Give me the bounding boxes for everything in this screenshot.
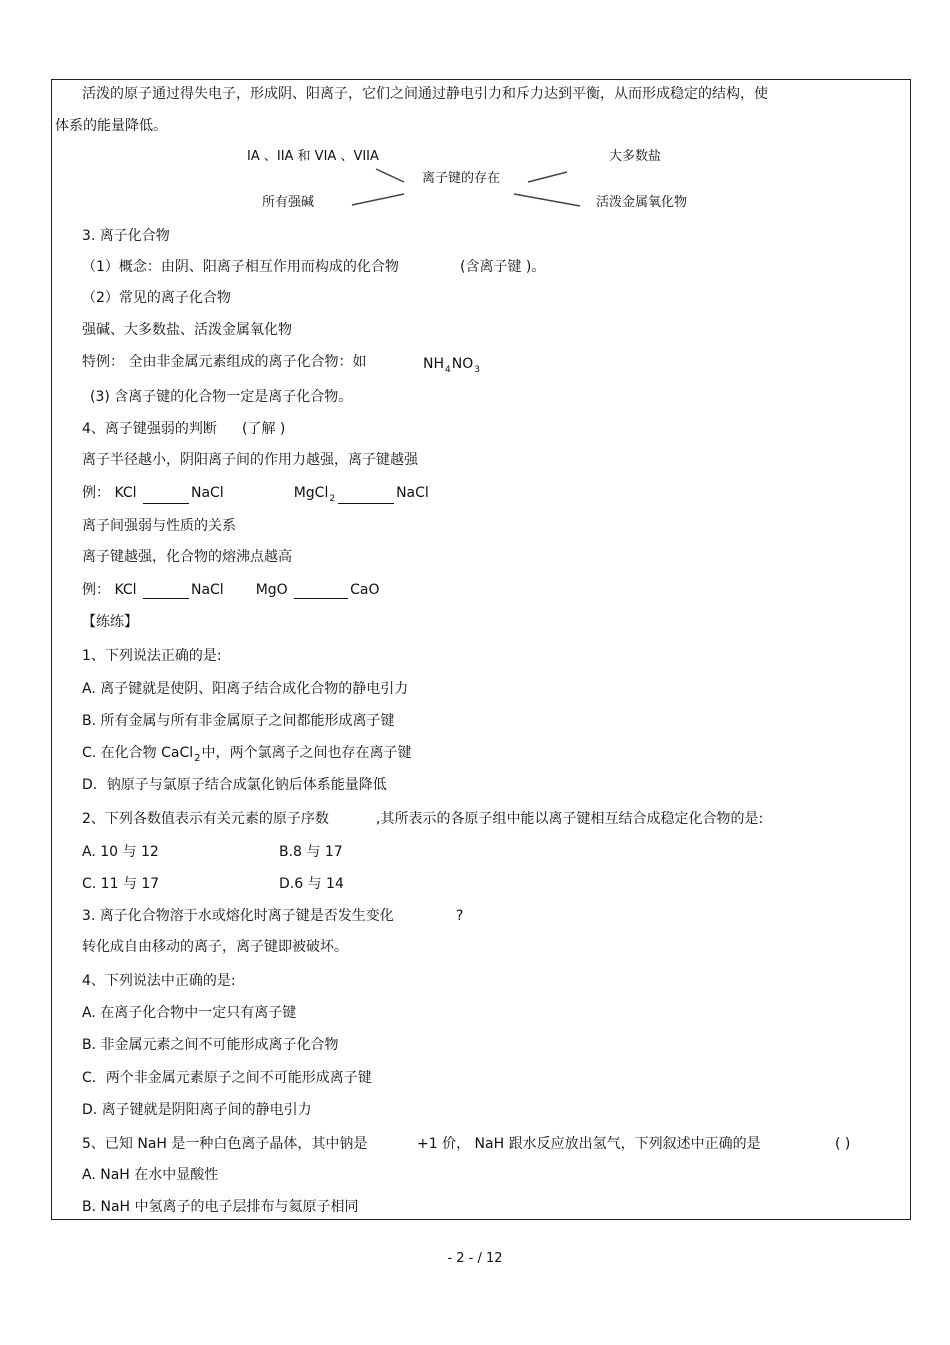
- q4-option-d: D. 离子键就是阴阳离子间的静电引力: [82, 1102, 312, 1118]
- section4-heading-note: (了解 ): [242, 421, 286, 437]
- q2-option-b: B.8 与 17: [279, 844, 343, 860]
- section4-example1: 例： KCl NaCl MgCl$_2$ NaCl: [82, 485, 429, 504]
- answer-blank[interactable]: [294, 584, 348, 599]
- section3-common-heading: （2）常见的离子化合物: [82, 290, 231, 306]
- q1-option-a: A. 离子键就是使阴、阳离子结合成化合物的静电引力: [82, 681, 409, 697]
- special-formula: $NH_4NO_3$: [423, 356, 480, 375]
- q2-option-c: C. 11 与 17: [82, 876, 160, 892]
- q2-stem: 2、下列各数值表示有关元素的原子序数: [82, 811, 329, 827]
- q3-answer: 转化成自由移动的离子，离子键即被破坏。: [82, 939, 348, 955]
- q5-option-b: B. NaH 中氢离子的电子层排布与氦原子相同: [82, 1199, 359, 1215]
- q1-option-c: C. 在化合物 CaCl$_2$中，两个氯离子之间也存在离子键: [82, 745, 412, 764]
- section3-heading: 3. 离子化合物: [82, 228, 170, 244]
- q3-stem: 3. 离子化合物溶于水或熔化时离子键是否发生变化: [82, 908, 394, 924]
- q5-stem-cont: +1 价， NaH 跟水反应放出氢气，下列叙述中正确的是: [417, 1136, 761, 1152]
- section4-example2: 例： KCl NaCl MgO CaO: [82, 582, 380, 598]
- section3-common-list: 强碱、大多数盐、活泼金属氧化物: [82, 322, 292, 338]
- q4-option-c: C．两个非金属元素原子之间不可能形成离子键: [82, 1070, 372, 1086]
- q3-mark: ?: [456, 908, 464, 924]
- q2-stem-cont: ,其所表示的各原子组中能以离子键相互结合成稳定化合物的是:: [376, 811, 764, 827]
- section3-concept: （1）概念：由阴、阳离子相互作用而构成的化合物: [82, 259, 399, 275]
- intro-line-2: 体系的能量降低。: [55, 118, 167, 134]
- section3-point3: (3) 含离子键的化合物一定是离子化合物。: [90, 389, 353, 405]
- section4-rule1: 离子半径越小，阴阳离子间的作用力越强，离子键越强: [82, 452, 418, 468]
- intro-line-1: 活泼的原子通过得失电子，形成阴、阳离子，它们之间通过静电引力和斥力达到平衡，从而形成稳定的结构，使: [82, 86, 768, 102]
- q2-option-d: D.6 与 14: [279, 876, 344, 892]
- diagram-bottom-left: 所有强碱: [262, 195, 315, 210]
- answer-blank[interactable]: [143, 584, 189, 599]
- q1-stem: 1、下列说法正确的是:: [82, 648, 222, 664]
- diagram-top-left: IA 、IIA 和 VIA 、VIIA: [247, 149, 379, 164]
- diagram-bottom-right: 活泼金属氧化物: [596, 195, 688, 210]
- q5-stem: 5、已知 NaH 是一种白色离子晶体，其中钠是: [82, 1136, 368, 1152]
- answer-blank[interactable]: [338, 489, 394, 504]
- diagram-center: 离子键的存在: [422, 171, 501, 186]
- q4-option-b: B. 非金属元素之间不可能形成离子化合物: [82, 1037, 339, 1053]
- section3-concept-note: (含离子键 )。: [460, 259, 546, 275]
- q4-option-a: A. 在离子化合物中一定只有离子键: [82, 1005, 297, 1021]
- section4-heading: 4、离子键强弱的判断: [82, 421, 217, 437]
- q5-answer-paren: ( ): [835, 1136, 851, 1152]
- page-number: - 2 - / 12: [447, 1251, 503, 1266]
- section3-special: 特例： 全由非金属元素组成的离子化合物：如: [82, 354, 367, 370]
- q5-option-a: A. NaH 在水中显酸性: [82, 1167, 219, 1183]
- q1-option-d: D．钠原子与氯原子结合成氯化钠后体系能量降低: [82, 777, 387, 793]
- answer-blank[interactable]: [143, 489, 189, 504]
- diagram-top-right: 大多数盐: [609, 149, 662, 164]
- q4-stem: 4、下列说法中正确的是:: [82, 973, 236, 989]
- practice-heading: 【练练】: [82, 614, 138, 630]
- q2-option-a: A. 10 与 12: [82, 844, 159, 860]
- q1-option-b: B. 所有金属与所有非金属原子之间都能形成离子键: [82, 713, 395, 729]
- section4-relation: 离子间强弱与性质的关系: [82, 518, 236, 534]
- section4-rule2: 离子键越强，化合物的熔沸点越高: [82, 549, 292, 565]
